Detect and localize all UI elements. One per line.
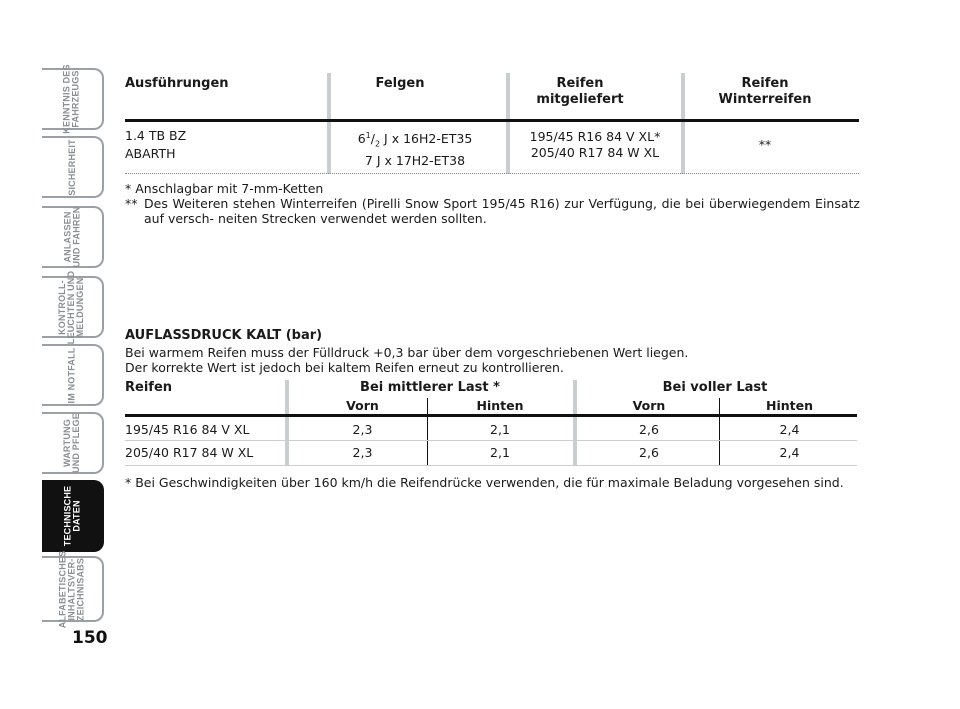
row-divider <box>125 465 857 466</box>
note-double-star-text: Des Weiteren stehen Winterreifen (Pirelli Snow Sport 195/45 R16) zur Verfügung, die bei überwiegendem Einsatz auf versch- neiten Strecken verwendet werden sollten. <box>144 196 860 226</box>
head-voller-last: Bei voller Last <box>662 380 768 395</box>
tab-kenntnis-des-fahrzeugs[interactable] <box>42 64 104 134</box>
felgen-line-2: 7 J x 17H2-ET38 <box>364 152 466 168</box>
sub-divider <box>719 398 720 466</box>
row1-voll-vorn: 2,6 <box>639 422 659 437</box>
sub-hinten-voll: Hinten <box>766 398 813 413</box>
row2-mittel-hinten: 2,1 <box>490 445 510 460</box>
note-double-star <box>125 196 860 226</box>
row2-voll-vorn: 2,6 <box>639 445 659 460</box>
sub-divider <box>427 398 428 466</box>
felgen-1-whole: 6 <box>357 131 366 147</box>
header-felgen: Felgen <box>375 76 425 91</box>
pressure-header-rule <box>125 414 857 417</box>
tab-label: KENNTNIS DES FAHRZEUGS <box>62 64 82 134</box>
column-divider <box>506 73 510 174</box>
head-mittlerer-last: Bei mittlerer Last * <box>360 380 500 395</box>
column-divider <box>327 73 331 174</box>
cell-felgen <box>335 128 495 169</box>
row1-mittel-vorn: 2,3 <box>352 422 373 437</box>
cell-reifen-mitgeliefert: 195/45 R16 84 V XL* 205/40 R17 84 W XL <box>529 129 661 160</box>
tab-label: KONTROLL- LEUCHTEN UND MELDUNGEN <box>57 270 86 344</box>
tab-label: TECHNISCHE DATEN <box>62 485 82 547</box>
tab-label: SICHERHEIT <box>66 138 77 196</box>
note-double-star-marker: ** <box>125 196 138 211</box>
sub-hinten-mittel: Hinten <box>476 398 524 413</box>
tab-label: IM NOTFALL <box>66 347 77 403</box>
tab-technische-daten[interactable] <box>42 480 104 552</box>
cell-models: 1.4 TB BZ ABARTH <box>125 128 187 161</box>
tab-sicherheit[interactable] <box>42 136 104 198</box>
tab-im-notfall[interactable] <box>42 344 104 406</box>
felgen-1-frac-num: 1 <box>365 131 371 140</box>
pressure-title: AUFLASSDRUCK KALT (bar) <box>125 328 323 343</box>
row1-mittel-hinten: 2,1 <box>490 422 510 437</box>
tab-label: WARTUNG UND PFLEGE <box>62 412 82 474</box>
pressure-intro-1: Bei warmem Reifen muss der Fülldruck +0,3 bar über dem vorgeschriebenen Wert liegen. <box>125 345 689 360</box>
felgen-line-1: $6^1/_2$ J x 16H2-ET35 <box>357 131 473 149</box>
tab-wartung-und-pflege[interactable] <box>42 412 104 474</box>
note-single-star: * Anschlagbar mit 7-mm-Ketten <box>125 181 324 196</box>
head-reifen: Reifen <box>125 380 173 395</box>
sub-vorn-mittel: Vorn <box>346 398 379 413</box>
tab-label: ANLASSEN UND FAHREN <box>62 206 82 268</box>
row-divider <box>125 440 857 441</box>
pressure-footnote: * Bei Geschwindigkeiten über 160 km/h die Reifendrücke verwenden, die für maximale Beladung vorgesehen sind. <box>125 475 844 490</box>
row1-voll-hinten: 2,4 <box>779 422 800 437</box>
row2-mittel-vorn: 2,3 <box>352 445 373 460</box>
pressure-intro-2: Der korrekte Wert ist jedoch bei kaltem Reifen erneut zu kontrollieren. <box>125 360 564 375</box>
felgen-1-rest: J x 16H2-ET35 <box>380 131 473 147</box>
header-reifen-mitgeliefert: Reifen mitgeliefert <box>536 76 624 107</box>
cell-winterreifen: ** <box>758 137 772 152</box>
row2-voll-hinten: 2,4 <box>779 445 800 460</box>
tab-label: ALFABETISCHES INHALTSVER- ZEICHNISABS <box>57 550 86 628</box>
sub-vorn-voll: Vorn <box>632 398 666 413</box>
table-bottom-rule <box>125 173 859 174</box>
page-number: 150 <box>72 628 108 648</box>
column-divider <box>285 380 289 466</box>
header-reifen-winterreifen: Reifen Winterreifen <box>718 76 812 107</box>
header-rule <box>125 119 859 122</box>
tab-alfabetisches-inhaltsverzeichnis[interactable] <box>42 550 104 628</box>
felgen-1-frac-den: 2 <box>374 139 381 149</box>
row2-reifen: 205/40 R17 84 W XL <box>125 445 254 460</box>
column-divider <box>681 73 685 174</box>
tab-anlassen-und-fahren[interactable] <box>42 206 104 268</box>
header-ausfuehrungen: Ausführungen <box>125 76 229 91</box>
column-divider <box>573 380 577 466</box>
tab-kontrollleuchten[interactable] <box>42 270 104 344</box>
row1-reifen: 195/45 R16 84 V XL <box>125 422 250 437</box>
